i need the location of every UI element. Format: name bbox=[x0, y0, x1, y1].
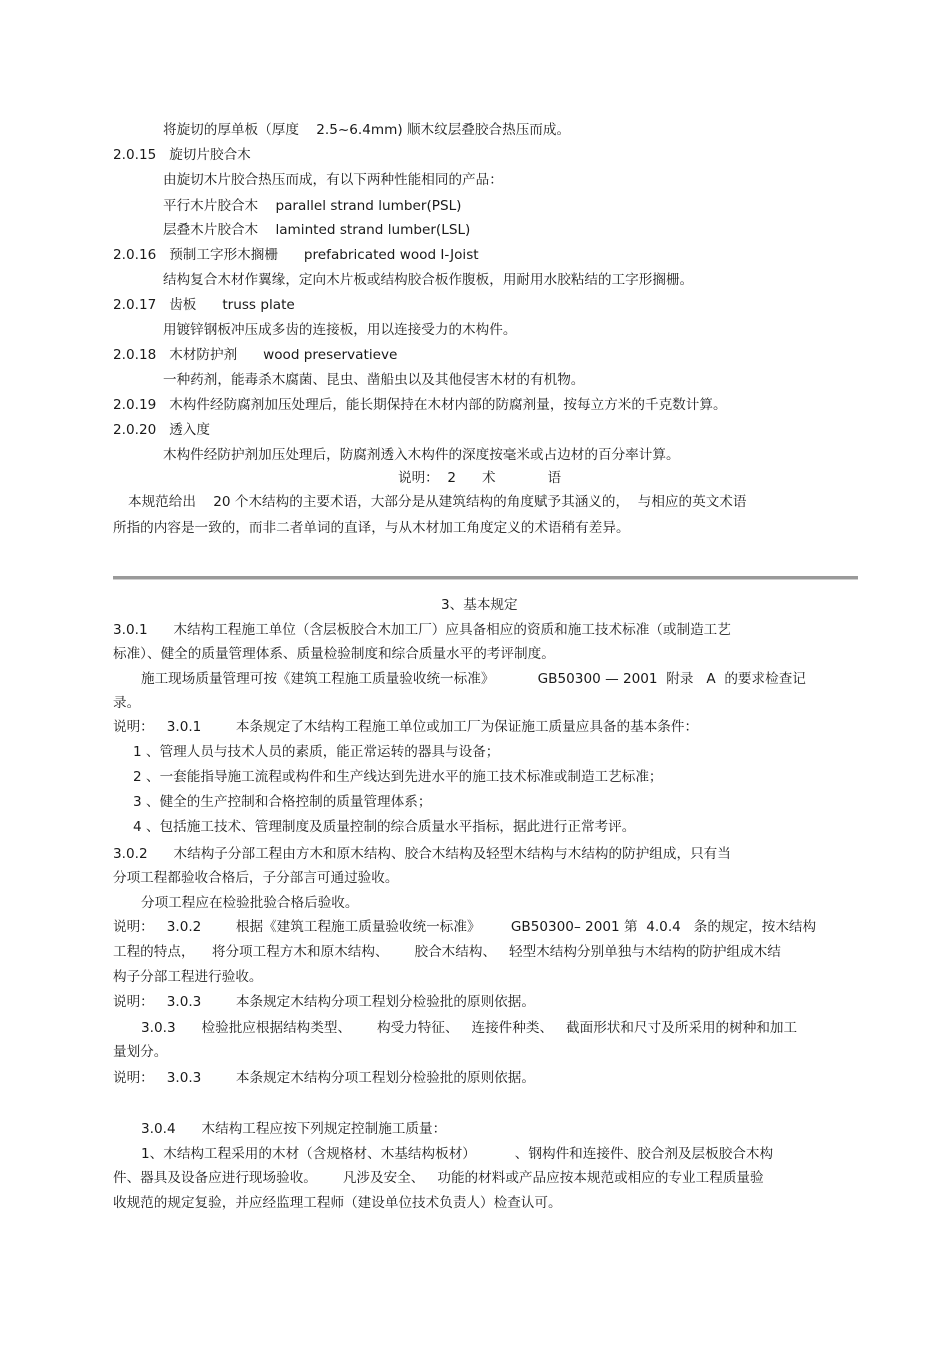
list-item: 1 、管理人员与技术人员的素质，能正常运转的器具与设备； bbox=[133, 744, 500, 760]
text-line: 分项工程都验收合格后，子分部言可通过验收。 bbox=[113, 870, 399, 886]
explanation-line: 说明： 3.0.2 根据《建筑工程施工质量验收统一标准》 GB50300– 2001 第 4.0.4 条的规定，按木结构 bbox=[113, 919, 817, 935]
clause-heading: 2.0.15 旋切片胶合木 bbox=[113, 147, 251, 163]
explanation-line: 说明： 3.0.3 本条规定木结构分项工程划分检验批的原则依据。 bbox=[113, 1070, 535, 1086]
clause-heading: 3.0.2 木结构子分部工程由方木和原木结构、胶合木结构及轻型木结构与木结构的防护组成，只有当 bbox=[113, 846, 731, 862]
text-line: 木构件经防护剂加压处理后，防腐剂透入木构件的深度按毫米或占边材的百分率计算。 bbox=[163, 447, 680, 463]
text-line: 收规范的规定复验，并应经监理工程师（建设单位技术负责人）检查认可。 bbox=[113, 1195, 562, 1211]
explanation-line: 说明： 3.0.1 本条规定了木结构工程施工单位或加工厂为保证施工质量应具备的基本条件： bbox=[113, 719, 699, 735]
text-line: 本规范给出 20 个木结构的主要术语，大部分是从建筑结构的角度赋予其涵义的， 与相应的英文术语 bbox=[128, 494, 747, 510]
clause-heading: 3.0.1 木结构工程施工单位（含层板胶合木加工厂）应具备相应的资质和施工技术标准（或制造工艺 bbox=[113, 622, 731, 638]
section-divider bbox=[113, 576, 858, 580]
explanation-line: 说明： 3.0.3 本条规定木结构分项工程划分检验批的原则依据。 bbox=[113, 994, 535, 1010]
text-line: 量划分。 bbox=[113, 1044, 168, 1060]
section-title: 3、基本规定 bbox=[441, 597, 518, 613]
text-line: 标准）、健全的质量管理体系、质量检验制度和综合质量水平的考评制度。 bbox=[113, 646, 555, 662]
text-line: 所指的内容是一致的，而非二者单词的直译，与从木材加工角度定义的术语稍有差异。 bbox=[113, 520, 630, 536]
text-line: 构子分部工程进行验收。 bbox=[113, 969, 263, 985]
text-line: 工程的特点， 将分项工程方木和原木结构、 胶合木结构、 轻型木结构分别单独与木结构的防护组成木结 bbox=[113, 944, 781, 960]
text-line: 1、木结构工程采用的木材（含规格材、木基结构板材） 、钢构件和连接件、胶合剂及层板胶合木构 bbox=[141, 1146, 774, 1162]
clause-heading: 2.0.17 齿板 truss plate bbox=[113, 297, 295, 313]
clause-heading: 2.0.18 木材防护剂 wood preservatieve bbox=[113, 347, 398, 363]
text-line: 平行木片胶合木 parallel strand lumber(PSL) bbox=[163, 198, 462, 214]
text-line: 用镀锌钢板冲压成多齿的连接板，用以连接受力的木构件。 bbox=[163, 322, 517, 338]
text-line: 件、器具及设备应进行现场验收。 凡涉及安全、 功能的材料或产品应按本规范或相应的专业工程质量验 bbox=[113, 1170, 764, 1186]
clause-heading: 2.0.20 透入度 bbox=[113, 422, 210, 438]
text-line: 将旋切的厚单板（厚度 2.5~6.4mm) 顺木纹层叠胶合热压而成。 bbox=[163, 122, 571, 138]
clause-heading: 3.0.4 木结构工程应按下列规定控制施工质量： bbox=[141, 1121, 447, 1137]
clause-heading: 2.0.16 预制工字形木搁栅 prefabricated wood I-Joist bbox=[113, 247, 479, 263]
text-line: 层叠木片胶合木 laminted strand lumber(LSL) bbox=[163, 222, 471, 238]
text-line: 结构复合木材作翼缘，定向木片板或结构胶合板作腹板，用耐用水胶粘结的工字形搁栅。 bbox=[163, 272, 694, 288]
clause-heading: 3.0.3 检验批应根据结构类型、 构受力特征、 连接件种类、 截面形状和尺寸及所采用的树种和加工 bbox=[141, 1020, 798, 1036]
text-line: 一种药剂，能毒杀木腐菌、昆虫、凿船虫以及其他侵害木材的有机物。 bbox=[163, 372, 585, 388]
list-item: 4 、包括施工技术、管理制度及质量控制的综合质量水平指标，据此进行正常考评。 bbox=[133, 819, 636, 835]
text-line: 分项工程应在检验批验合格后验收。 bbox=[141, 895, 359, 911]
list-item: 2 、一套能指导施工流程或构件和生产线达到先进水平的施工技术标准或制造工艺标准； bbox=[133, 769, 663, 785]
text-line: 施工现场质量管理可按《建筑工程施工质量验收统一标准》 GB50300 — 2001 附录 A 的要求检查记 bbox=[141, 671, 806, 687]
list-item: 3 、健全的生产控制和合格控制的质量管理体系； bbox=[133, 794, 432, 810]
text-line: 录。 bbox=[113, 695, 141, 711]
text-line: 由旋切木片胶合热压而成，有以下两种性能相同的产品： bbox=[163, 172, 503, 188]
explanation-heading: 说明： 2 术 语 bbox=[398, 470, 562, 486]
clause-heading: 2.0.19 木构件经防腐剂加压处理后，能长期保持在木材内部的防腐剂量，按每立方米的千克数计算。 bbox=[113, 397, 727, 413]
